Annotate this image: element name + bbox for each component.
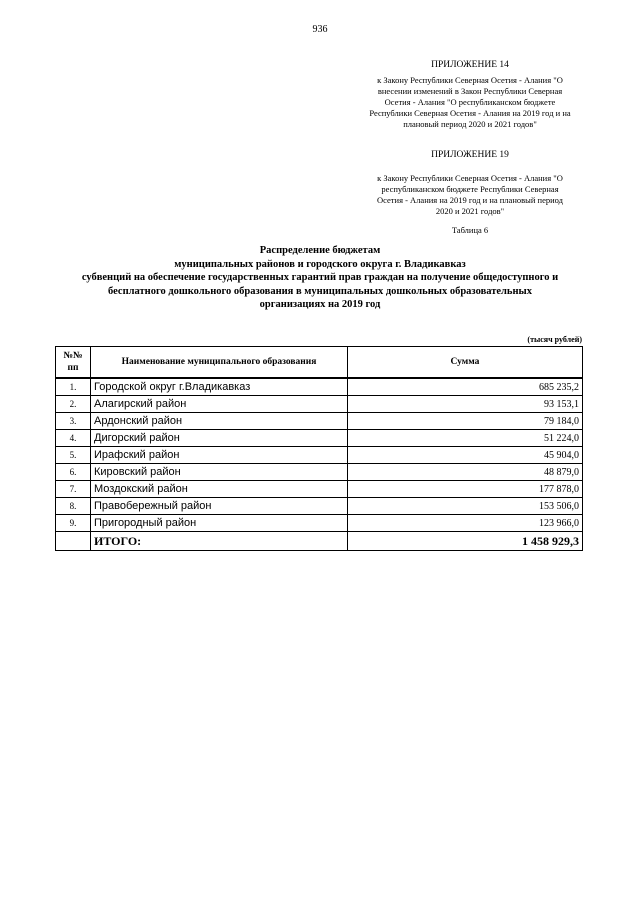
appendix-19-line: к Закону Республики Северная Осетия - Алания "О: [377, 173, 563, 183]
page-number: 936: [312, 24, 328, 35]
table-header-row: [56, 347, 583, 379]
row-sum: 51 224,0: [348, 430, 583, 447]
row-num: 7.: [56, 481, 91, 498]
table-row: [56, 464, 583, 481]
subsidy-table: [55, 346, 583, 551]
row-sum: 153 506,0: [348, 498, 583, 515]
row-num: 6.: [56, 464, 91, 481]
appendix-14-line: Республики Северная Осетия - Алания на 2019 год и на: [369, 108, 571, 118]
table-row: [56, 396, 583, 413]
row-name: Дигорский район: [91, 430, 348, 447]
header-name: Наименование муниципального образования: [91, 347, 348, 379]
row-name: Пригородный район: [91, 515, 348, 532]
table-label: Таблица 6: [451, 225, 489, 235]
appendix-14-title: ПРИЛОЖЕНИЕ 14: [431, 60, 509, 70]
heading-line: организациях на 2019 год: [259, 299, 381, 310]
row-num: 3.: [56, 413, 91, 430]
row-num: 2.: [56, 396, 91, 413]
row-sum: 48 879,0: [348, 464, 583, 481]
heading-line: бесплатного дошкольного образования в муниципальных дошкольных образовательных: [108, 285, 532, 297]
appendix-19-line: 2020 и 2021 годов": [435, 206, 505, 216]
row-sum: 93 153,1: [348, 396, 583, 413]
table-row: [56, 515, 583, 532]
row-sum: 177 878,0: [348, 481, 583, 498]
row-name: Алагирский район: [91, 396, 348, 413]
appendix-14-line: Осетия - Алания "О республиканском бюджете: [384, 97, 556, 107]
row-num: 4.: [56, 430, 91, 447]
table-total-row: [56, 532, 583, 551]
row-num: 9.: [56, 515, 91, 532]
row-num: 5.: [56, 447, 91, 464]
total-num: [56, 532, 91, 551]
appendix-19-block: [350, 150, 590, 217]
row-name: Моздокский район: [91, 481, 348, 498]
row-name: Кировский район: [91, 464, 348, 481]
document-heading: [30, 244, 610, 312]
appendix-19-line: Осетия - Алания на 2019 год и на плановый период: [377, 195, 563, 205]
row-sum: 685 235,2: [348, 378, 583, 396]
heading-line: субвенций на обеспечение государственных гарантий прав граждан на получение общедоступного и: [81, 272, 559, 283]
appendix-14-line: плановый период 2020 и 2021 годов": [403, 119, 537, 129]
row-name: Правобережный район: [91, 498, 348, 515]
table-row: [56, 430, 583, 447]
table-row: [56, 498, 583, 515]
appendix-19-title: ПРИЛОЖЕНИЕ 19: [431, 150, 509, 160]
heading-line: Распределение бюджетам: [259, 245, 381, 256]
heading-line: муниципальных районов и городского округа г. Владикавказ: [174, 258, 466, 270]
row-num: 8.: [56, 498, 91, 515]
header-sum: Сумма: [348, 347, 583, 379]
appendix-14-block: [350, 60, 590, 130]
header-num: №№ пп: [56, 347, 91, 379]
table-row: [56, 378, 583, 396]
row-name: Ардонский район: [91, 413, 348, 430]
row-sum: 123 966,0: [348, 515, 583, 532]
table-row: [56, 447, 583, 464]
appendix-14-line: к Закону Республики Северная Осетия - Алания "О: [377, 75, 563, 85]
row-sum: 45 904,0: [348, 447, 583, 464]
row-name: Городской округ г.Владикавказ: [91, 378, 348, 396]
row-sum: 79 184,0: [348, 413, 583, 430]
units-label: (тысяч рублей): [527, 335, 582, 344]
table-row: [56, 413, 583, 430]
appendix-14-line: внесении изменений в Закон Республики Северная: [377, 86, 563, 96]
row-num: 1.: [56, 378, 91, 396]
total-label: ИТОГО:: [91, 532, 348, 551]
table-row: [56, 481, 583, 498]
total-sum: 1 458 929,3: [348, 532, 583, 551]
appendix-19-line: республиканском бюджете Республики Северная: [381, 184, 559, 194]
row-name: Ирафский район: [91, 447, 348, 464]
